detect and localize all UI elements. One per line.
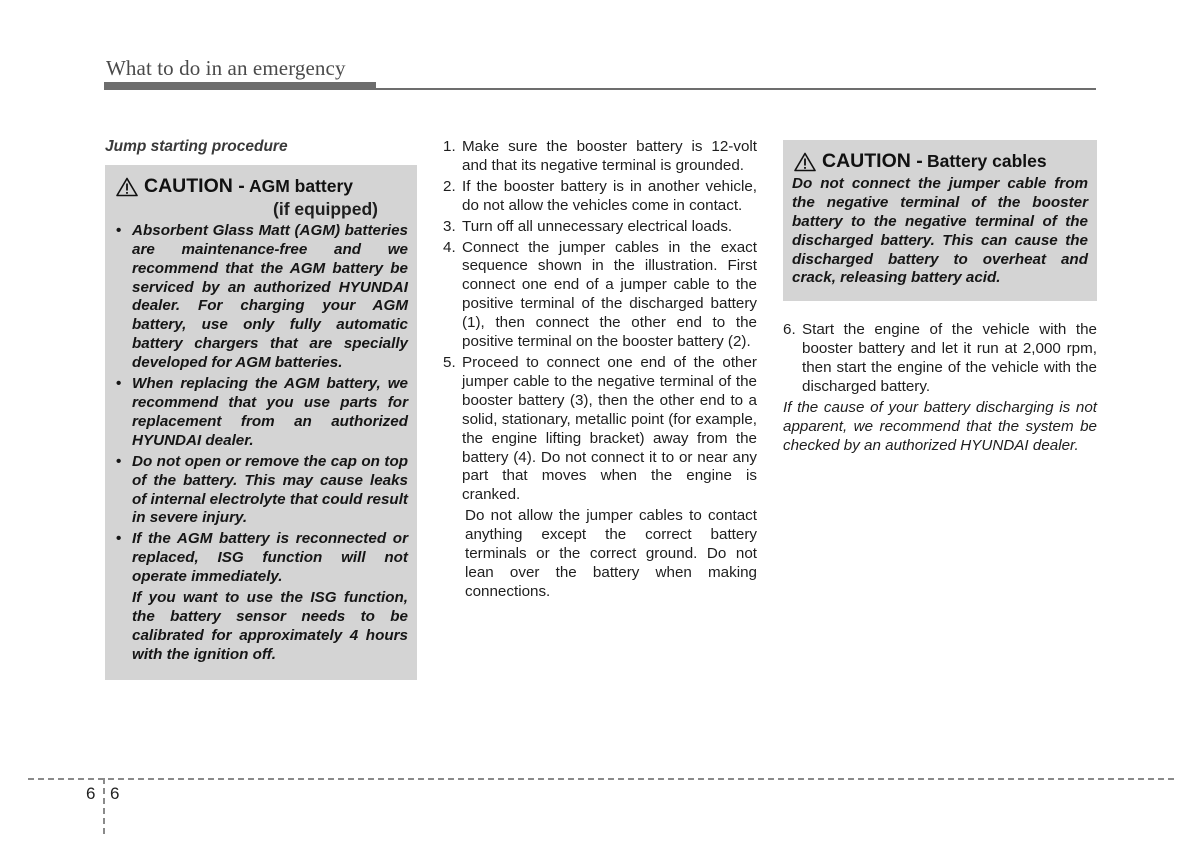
footer-divider — [103, 778, 105, 834]
caution-header — [114, 175, 408, 198]
step-text: Make sure the booster battery is 12-volt and that its negative terminal is grounded. — [462, 138, 757, 174]
step-text: Start the engine of the vehicle with the booster battery and let it run at 2,000 rpm, then start the engine of the vehicle with the discharged battery. — [802, 321, 1097, 396]
procedure-step — [783, 321, 1097, 397]
page-number: 6 — [110, 784, 120, 803]
caution-bullet: • Absorbent Glass Matt (AGM) batteries are maintenance-free and we recommend that the AGM battery be serviced by an authorized HYUNDAI dealer. For charging your AGM battery, use only fully automatic battery chargers that are specially developed for AGM batteries. — [114, 222, 408, 373]
chapter-number: 6 — [86, 784, 96, 803]
column-middle — [443, 138, 757, 602]
procedure-step — [443, 354, 757, 505]
step-text: Proceed to connect one end of the other jumper cable to the negative terminal of the booster battery (3), then the other end to a solid, stationary, metallic point (for example, the engine lifting bracket) away from the battery (4). Do not connect it to or near any part that moves when the engine is cranked. — [462, 353, 757, 504]
caution-header — [792, 150, 1088, 173]
procedure-step — [443, 218, 757, 237]
caution-bullet: • When replacing the AGM battery, we recommend that you use parts for replacement from an authorized HYUNDAI dealer. — [114, 375, 408, 451]
column-left — [105, 138, 417, 680]
caution-box-cables — [783, 140, 1097, 301]
step-number: 5. — [443, 353, 456, 371]
footer-rule — [28, 778, 1174, 780]
step-number: 6. — [783, 321, 796, 339]
procedure-steps — [443, 138, 757, 505]
step-text: If the booster battery is in another vehicle, do not allow the vehicles come in contact. — [462, 177, 757, 214]
caution-box-agm — [105, 165, 417, 680]
page-header-title: What to do in an emergency — [106, 56, 346, 80]
procedure-steps-continued — [783, 321, 1097, 397]
header-rule — [104, 88, 1096, 90]
caution-body: Do not connect the jumper cable from the negative terminal of the booster battery to the negative terminal of the discharged battery. This can cause the discharged battery to overheat and crack, releasing battery acid. — [792, 174, 1088, 287]
step-number: 1. — [443, 138, 456, 155]
step-text: Turn off all unnecessary electrical loads. — [462, 217, 733, 235]
warning-triangle-icon — [794, 152, 816, 172]
step-5-note: Do not allow the jumper cables to contact anything except the correct battery terminals or the correct ground. Do not lean over the battery when making connections. — [465, 507, 757, 600]
step-number: 2. — [443, 177, 456, 195]
step-number: 3. — [443, 217, 456, 235]
step-text: Connect the jumper cables in the exact sequence shown in the illustration. First connect one end of a jumper cable to the positive terminal of the discharged battery (1), then connect the other end to the positive terminal on the booster battery (2). — [462, 238, 757, 351]
procedure-step — [443, 138, 757, 176]
caution-bullet-continuation: If you want to use the ISG function, the battery sensor needs to be calibrated for approximately 4 hours with the ignition off. — [132, 589, 408, 663]
warning-triangle-icon — [116, 177, 138, 197]
caution-bullet-list — [114, 222, 408, 587]
section-title: Jump starting procedure — [105, 138, 288, 155]
caution-subtitle-line2: (if equipped) — [273, 198, 378, 219]
procedure-step — [443, 178, 757, 216]
caution-bullet: • Do not open or remove the cap on top of the battery. This may cause leaks of internal electrolyte that could result in severe injury. — [114, 453, 408, 529]
caution-label: CAUTION - AGM battery — [144, 174, 354, 197]
caution-bullet: • If the AGM battery is reconnected or replaced, ISG function will not operate immediately. — [114, 530, 408, 587]
closing-note: If the cause of your battery discharging is not apparent, we recommend that the system be checked by an authorized HYUNDAI dealer. — [783, 398, 1097, 454]
procedure-step — [443, 239, 757, 352]
caution-label: CAUTION - Battery cables — [822, 150, 1047, 172]
step-number: 4. — [443, 238, 456, 256]
column-right — [783, 140, 1097, 456]
